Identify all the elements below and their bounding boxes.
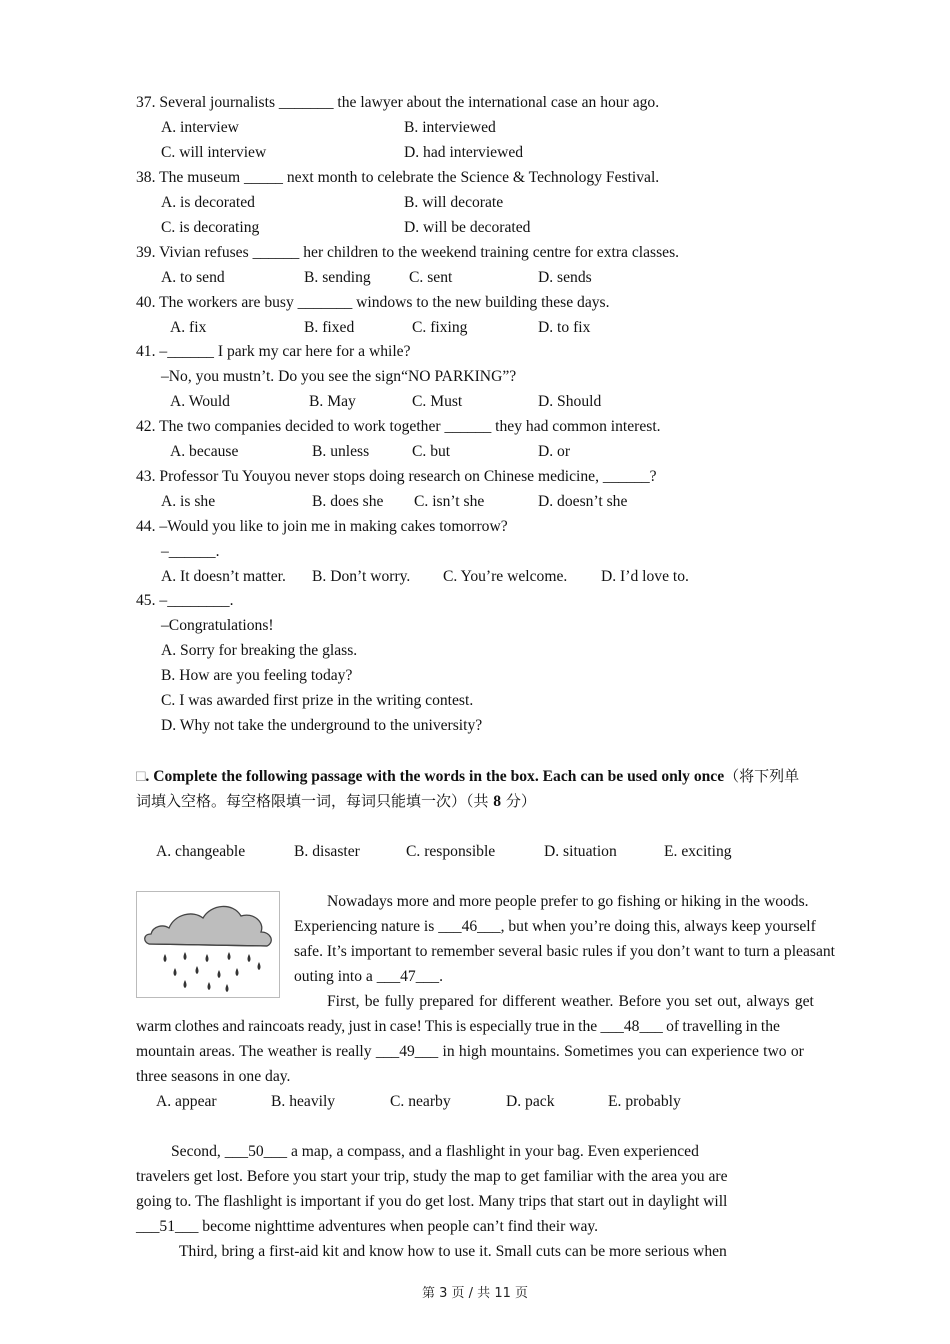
question-45-stem: 45. –________. bbox=[136, 592, 234, 609]
passage-2-line: going to. The flashlight is important if you do get lost. Many trips that start out in daylight will bbox=[136, 1193, 728, 1210]
question-39-stem: 39. Vivian refuses ______ her children to the weekend training centre for extra classes. bbox=[136, 244, 680, 261]
word-box-1-b: B. disaster bbox=[294, 843, 360, 860]
section-title-cn: （将下列单 bbox=[724, 767, 800, 785]
q41-option-b: B. May bbox=[309, 393, 356, 410]
question-38-stem: 38. The museum _____ next month to celebrate the Science & Technology Festival. bbox=[136, 169, 660, 186]
q42-option-d: D. or bbox=[538, 443, 571, 460]
q38-option-d: D. will be decorated bbox=[404, 219, 531, 236]
section-marker: □ bbox=[136, 768, 146, 785]
word-box-1-d: D. situation bbox=[544, 843, 617, 860]
q42-option-b: B. unless bbox=[312, 443, 370, 460]
q45-option-c: C. I was awarded first prize in the writing contest. bbox=[161, 692, 474, 709]
passage-2-line: travelers get lost. Before you start your trip, study the map to get familiar with the area you are bbox=[136, 1168, 728, 1185]
q41-option-a: A. Would bbox=[170, 393, 230, 410]
q45-option-d: D. Why not take the underground to the university? bbox=[161, 717, 483, 734]
section-heading bbox=[136, 765, 799, 788]
section-points-unit: 分） bbox=[501, 792, 536, 810]
q45-option-a: A. Sorry for breaking the glass. bbox=[161, 642, 358, 659]
word-box-1-c: C. responsible bbox=[406, 843, 496, 860]
q44-option-d: D. I’d love to. bbox=[601, 568, 689, 585]
q42-option-c: C. but bbox=[412, 443, 451, 460]
q42-option-a: A. because bbox=[170, 443, 239, 460]
q43-option-d: D. doesn’t she bbox=[538, 493, 628, 510]
page-number-footer: 第 3 页 / 共 11 页 bbox=[422, 1286, 528, 1301]
word-box-1-a: A. changeable bbox=[156, 843, 246, 860]
passage-1-line: First, be fully prepared for different weather. Before you set out, always get bbox=[327, 993, 814, 1010]
question-43-stem: 43. Professor Tu Youyou never stops doing research on Chinese medicine, ______? bbox=[136, 468, 657, 485]
q37-option-a: A. interview bbox=[161, 119, 239, 136]
section-title: . Complete the following passage with the words in the box. Each can be used only once bbox=[145, 768, 725, 785]
q40-option-b: B. fixed bbox=[304, 319, 355, 336]
q40-option-a: A. fix bbox=[170, 319, 207, 336]
q44-option-a: A. It doesn’t matter. bbox=[161, 568, 286, 585]
q39-option-b: B. sending bbox=[304, 269, 371, 286]
passage-1-line: Experiencing nature is ___46___, but when you’re doing this, always keep yourself bbox=[294, 918, 816, 935]
passage-1-line: Nowadays more and more people prefer to go fishing or hiking in the woods. bbox=[327, 893, 809, 910]
q37-option-b: B. interviewed bbox=[404, 119, 496, 136]
q39-option-a: A. to send bbox=[161, 269, 225, 286]
word-box-2-d: D. pack bbox=[506, 1093, 555, 1110]
q44-option-c: C. You’re welcome. bbox=[443, 568, 568, 585]
q37-option-c: C. will interview bbox=[161, 144, 267, 161]
q43-option-a: A. is she bbox=[161, 493, 216, 510]
rain-cloud-icon bbox=[137, 892, 279, 997]
q38-option-c: C. is decorating bbox=[161, 219, 260, 236]
passage-2-line: ___51___ become nighttime adventures when people can’t find their way. bbox=[136, 1218, 599, 1235]
question-44-stem: 44. –Would you like to join me in making cakes tomorrow? bbox=[136, 518, 508, 535]
word-box-1-e: E. exciting bbox=[664, 843, 732, 860]
passage-1-line: warm clothes and raincoats ready, just in case! This is especially true in the ___48___ of travelling in the bbox=[136, 1018, 780, 1035]
question-40-stem: 40. The workers are busy _______ windows to the new building these days. bbox=[136, 294, 610, 311]
passage-1-line: mountain areas. The weather is really ___49___ in high mountains. Sometimes you can experience two or bbox=[136, 1043, 804, 1060]
q38-option-b: B. will decorate bbox=[404, 194, 504, 211]
word-box-2-a: A. appear bbox=[156, 1093, 217, 1110]
passage-1-line: three seasons in one day. bbox=[136, 1068, 291, 1085]
q40-option-d: D. to fix bbox=[538, 319, 591, 336]
question-42-stem: 42. The two companies decided to work together ______ they had common interest. bbox=[136, 418, 661, 435]
q43-option-c: C. isn’t she bbox=[414, 493, 485, 510]
section-heading-line2 bbox=[136, 790, 536, 813]
question-41-response: –No, you mustn’t. Do you see the sign“NO PARKING”? bbox=[161, 368, 517, 385]
q39-option-c: C. sent bbox=[409, 269, 453, 286]
q41-option-c: C. Must bbox=[412, 393, 463, 410]
q39-option-d: D. sends bbox=[538, 269, 592, 286]
question-45-response: –Congratulations! bbox=[161, 617, 274, 634]
section-instructions-cn: 词填入空格。每空格限填一词，每词只能填一次）（共 bbox=[136, 792, 494, 810]
passage-1-line: safe. It’s important to remember several basic rules if you don’t want to turn a pleasant bbox=[294, 943, 835, 960]
word-box-2-c: C. nearby bbox=[390, 1093, 451, 1110]
q43-option-b: B. does she bbox=[312, 493, 384, 510]
q40-option-c: C. fixing bbox=[412, 319, 468, 336]
q38-option-a: A. is decorated bbox=[161, 194, 255, 211]
q41-option-d: D. Should bbox=[538, 393, 602, 410]
passage-2-line: Third, bring a first-aid kit and know how to use it. Small cuts can be more serious when bbox=[179, 1243, 727, 1260]
rain-cloud-picture bbox=[136, 891, 280, 998]
q45-option-b: B. How are you feeling today? bbox=[161, 667, 353, 684]
word-box-2-e: E. probably bbox=[608, 1093, 681, 1110]
word-box-2-b: B. heavily bbox=[271, 1093, 336, 1110]
question-41-stem: 41. –______ I park my car here for a while? bbox=[136, 343, 411, 360]
passage-1-line: outing into a ___47___. bbox=[294, 968, 444, 985]
passage-2-line: Second, ___50___ a map, a compass, and a flashlight in your bag. Even experienced bbox=[171, 1143, 699, 1160]
q37-option-d: D. had interviewed bbox=[404, 144, 524, 161]
q44-option-b: B. Don’t worry. bbox=[312, 568, 411, 585]
question-44-response: –______. bbox=[161, 543, 220, 560]
section-points: 8 bbox=[493, 793, 502, 810]
question-37-stem: 37. Several journalists _______ the lawyer about the international case an hour ago. bbox=[136, 94, 660, 111]
